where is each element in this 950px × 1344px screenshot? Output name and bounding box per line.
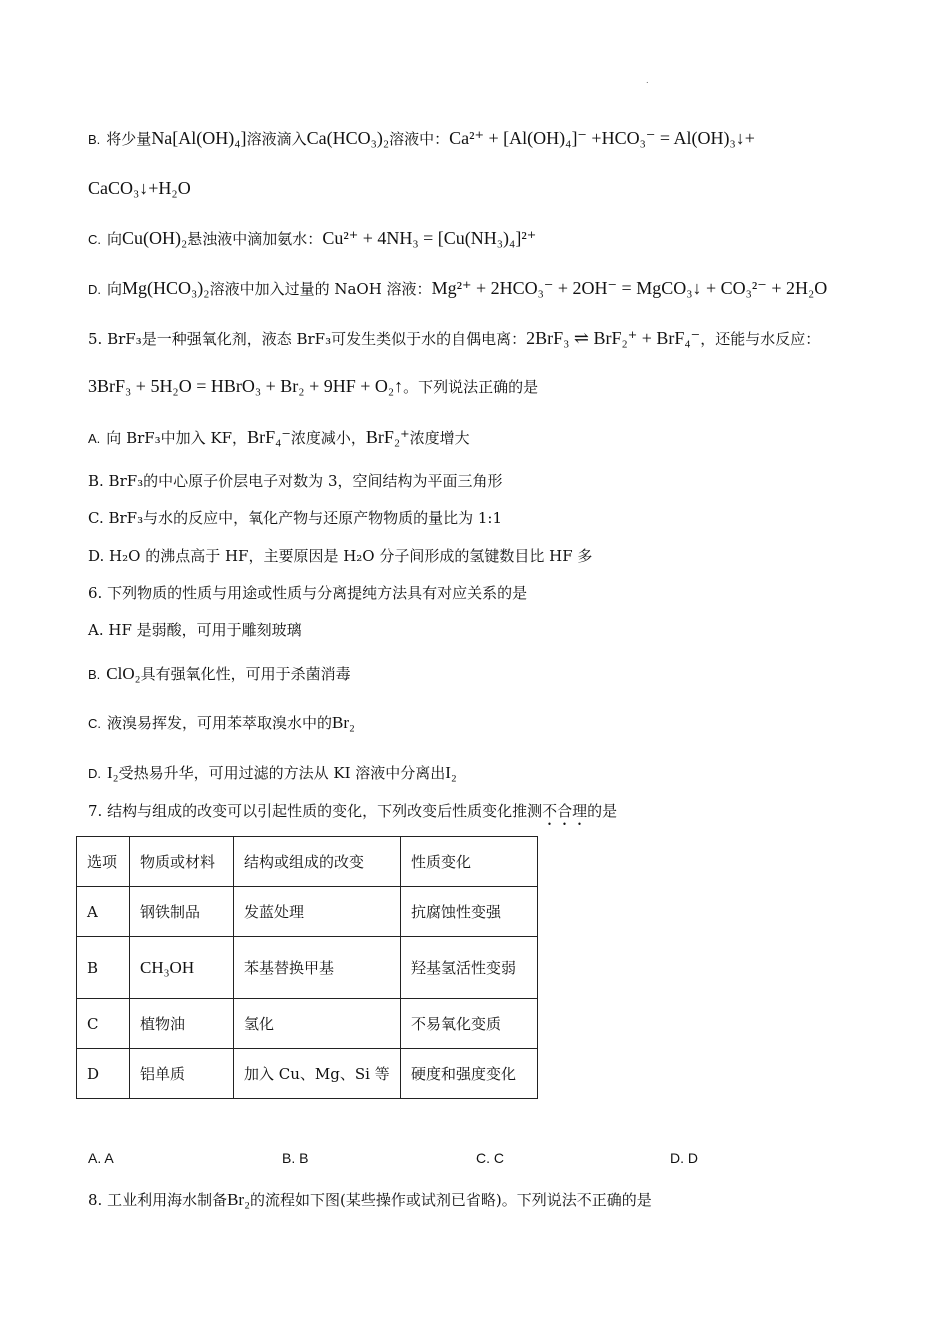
- equation: CaCO₃↓+H₂O: [88, 178, 191, 198]
- formula: I₂: [445, 763, 457, 782]
- table-cell: D: [77, 1049, 130, 1099]
- table-header-cell: 结构或组成的改变: [234, 837, 401, 887]
- table-cell: 发蓝处理: [234, 887, 401, 937]
- table-cell: 羟基氢活性变弱: [401, 937, 538, 999]
- text: 5. BrF₃是一种强氧化剂，液态 BrF₃可发生类似于水的自偶电离：: [88, 330, 527, 348]
- formula: BrF₄⁻: [247, 427, 291, 447]
- equation: Ca²⁺ + [Al(OH)₄]⁻ +HCO₃⁻ = Al(OH)₃↓+: [449, 128, 755, 148]
- text: 将少量: [106, 130, 152, 148]
- table-header-cell: 物质或材料: [130, 837, 234, 887]
- q4-option-c: [88, 228, 536, 250]
- table-cell: 钢铁制品: [130, 887, 234, 937]
- formula: I₂: [107, 763, 119, 782]
- q6-option-c: [88, 713, 355, 733]
- text: 溶液滴入: [246, 130, 307, 148]
- q6-stem: [88, 584, 527, 602]
- table-cell: A: [77, 887, 130, 937]
- q5-option-b: [88, 472, 503, 490]
- text: 向: [107, 280, 123, 298]
- option-label: B.: [88, 667, 101, 682]
- q5-option-a: [88, 427, 470, 449]
- table-row: [77, 1049, 538, 1099]
- equation: Cu²⁺ + 4NH₃ = [Cu(NH₃)₄]²⁺: [322, 228, 537, 248]
- equation: 2BrF₃ ⇌ BrF₂⁺ + BrF₄⁻: [526, 328, 701, 348]
- formula: BrF₂⁺: [365, 427, 410, 447]
- table-cell: 不易氧化变质: [401, 999, 538, 1049]
- equation: 3BrF₃ + 5H₂O = HBrO₃ + Br₂ + 9HF + O₂↑: [88, 376, 404, 396]
- table-cell: 植物油: [130, 999, 234, 1049]
- q4-option-b: [88, 128, 755, 150]
- table-row: [77, 887, 538, 937]
- formula: ClO₂: [106, 664, 141, 683]
- answer-choice-a: A. A: [88, 1150, 114, 1166]
- table-header-row: [77, 837, 538, 887]
- table-cell: 加入 Cu、Mg、Si 等: [234, 1049, 401, 1099]
- text: 具有强氧化性，可用于杀菌消毒: [140, 665, 351, 683]
- option-label: D.: [88, 766, 101, 781]
- formula: Cu(OH)₂: [122, 228, 188, 248]
- emphasis-text: 不合理: [542, 802, 588, 820]
- table-row: [77, 937, 538, 999]
- q4-option-d: [88, 278, 827, 300]
- q5-stem: [88, 328, 820, 350]
- formula: Mg(HCO₃)₂: [122, 278, 210, 298]
- q4-option-b-cont: [88, 178, 191, 200]
- q5-option-d: [88, 547, 592, 565]
- table-cell: B: [77, 937, 130, 999]
- option-label: C.: [88, 232, 101, 247]
- table-cell: 氢化: [234, 999, 401, 1049]
- q6-option-d: [88, 763, 457, 783]
- text: 悬浊液中滴加氨水：: [187, 230, 323, 248]
- text: ，还能与水反应：: [700, 330, 821, 348]
- text: D. H₂O 的沸点高于 HF，主要原因是 H₂O 分子间形成的氢键数目比 HF 多: [88, 547, 593, 565]
- text: A. HF 是弱酸，可用于雕刻玻璃: [88, 621, 302, 639]
- formula: Na[Al(OH)₄]: [151, 128, 247, 148]
- table-cell: 铝单质: [130, 1049, 234, 1099]
- text: 受热易升华，可用过滤的方法从 KI 溶液中分离出: [118, 764, 446, 782]
- text: 7. 结构与组成的改变可以引起性质的变化，下列改变后性质变化推测: [88, 802, 543, 820]
- table-cell: 硬度和强度变化: [401, 1049, 538, 1099]
- options-table: [76, 836, 538, 1099]
- text: B. BrF₃的中心原子价层电子对数为 3，空间结构为平面三角形: [88, 472, 503, 490]
- text: C. BrF₃与水的反应中，氧化产物与还原产物物质的量比为 1:1: [88, 509, 503, 527]
- q8-stem: [88, 1190, 652, 1210]
- text: 浓度减小，: [290, 429, 366, 447]
- option-label: C.: [88, 716, 101, 731]
- formula: Br₂: [227, 1190, 251, 1209]
- q6-option-a: [88, 621, 302, 639]
- text: 。下列说法正确的是: [403, 378, 539, 396]
- text: 浓度增大: [409, 429, 470, 447]
- text: 向: [107, 230, 123, 248]
- table-header-cell: 选项: [77, 837, 130, 887]
- option-label: B.: [88, 132, 101, 147]
- text: 8. 工业利用海水制备: [88, 1191, 228, 1209]
- text: 溶液中：: [389, 130, 450, 148]
- table-cell: CH₃OH: [130, 937, 234, 999]
- table-cell: C: [77, 999, 130, 1049]
- text: 6. 下列物质的性质与用途或性质与分离提纯方法具有对应关系的是: [88, 584, 528, 602]
- table-cell: 苯基替换甲基: [234, 937, 401, 999]
- q5-option-c: [88, 509, 502, 527]
- answer-choice-b: B. B: [282, 1150, 309, 1166]
- formula: Br₂: [332, 713, 355, 732]
- q5-stem-cont: [88, 376, 538, 398]
- text: 的是: [587, 802, 618, 820]
- formula: Ca(HCO₃)₂: [306, 128, 390, 148]
- text: 的流程如下图(某些操作或试剂已省略)。下列说法不正确的是: [250, 1191, 652, 1209]
- q7-stem: [88, 802, 617, 829]
- equation: Mg²⁺ + 2HCO₃⁻ + 2OH⁻ = MgCO₃↓ + CO₃²⁻ + 2H₂O: [431, 278, 828, 298]
- answer-choice-d: D. D: [670, 1150, 698, 1166]
- page-marker: .: [646, 76, 649, 85]
- option-label: A.: [88, 431, 101, 446]
- option-label: D.: [88, 282, 101, 297]
- table-cell: 抗腐蚀性变强: [401, 887, 538, 937]
- table-row: [77, 999, 538, 1049]
- q6-option-b: [88, 664, 351, 684]
- text: 液溴易挥发，可用苯萃取溴水中的: [107, 714, 333, 732]
- answer-choice-c: C. C: [476, 1150, 504, 1166]
- text: 溶液中加入过量的 NaOH 溶液：: [209, 280, 432, 298]
- table-header-cell: 性质变化: [401, 837, 538, 887]
- text: 向 BrF₃中加入 KF，: [106, 429, 248, 447]
